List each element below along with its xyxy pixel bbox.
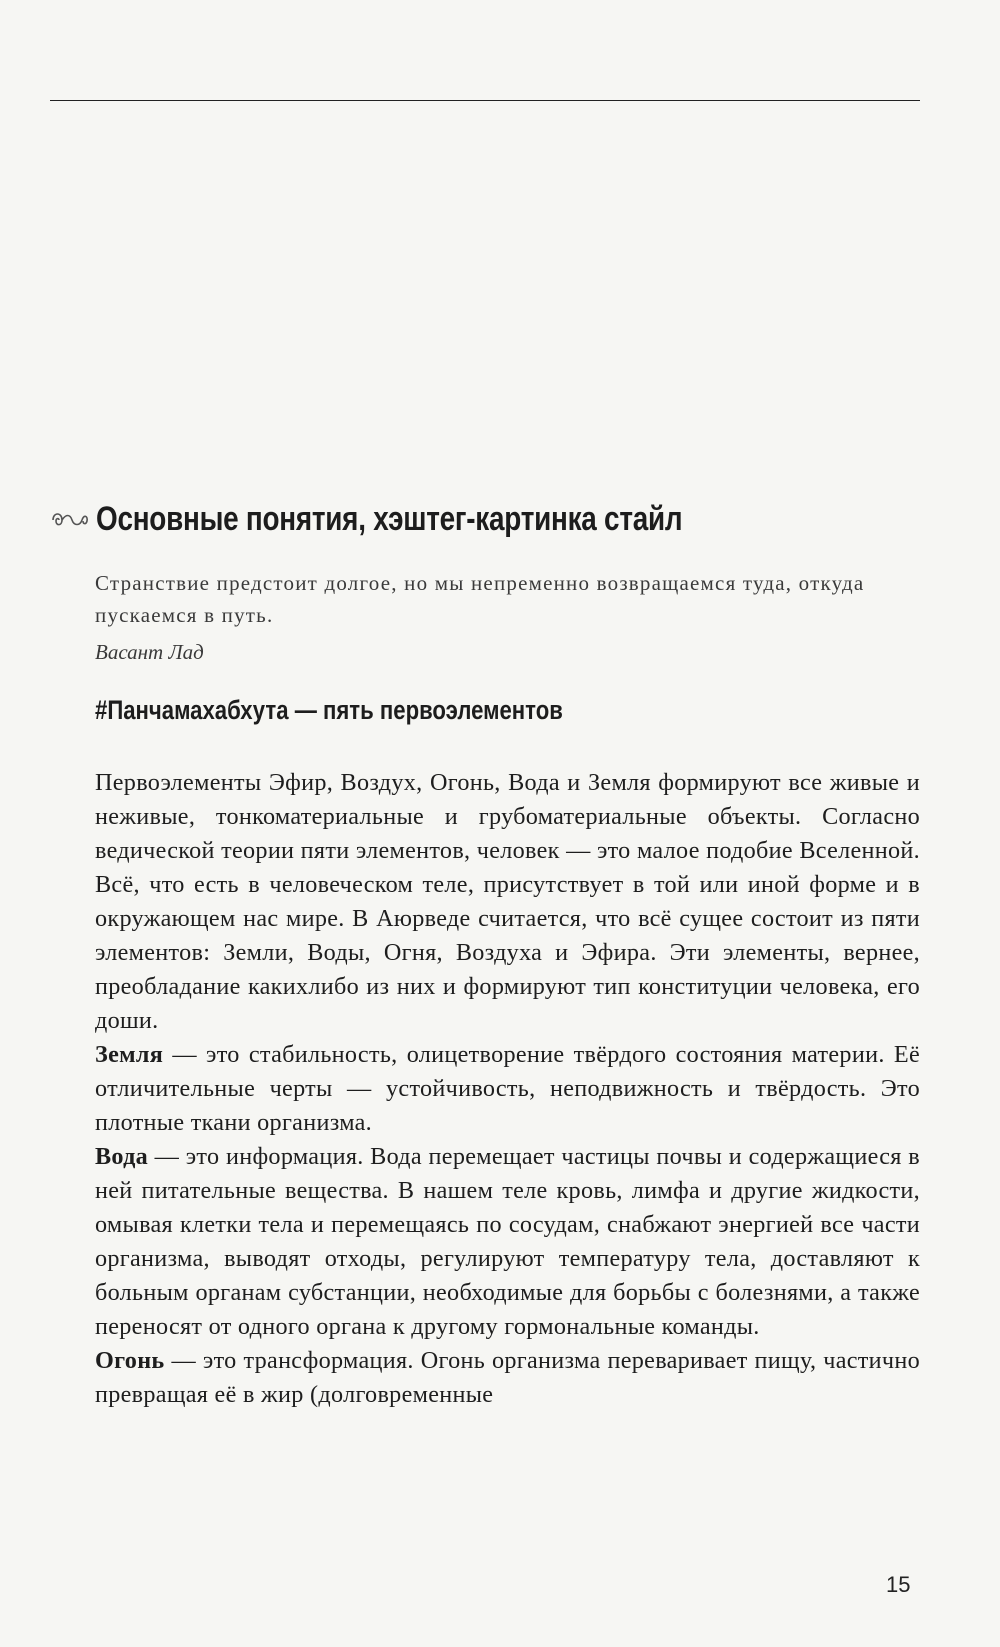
term-earth: Земля <box>95 1041 164 1068</box>
term-water: Вода <box>95 1143 149 1170</box>
paragraph-water-text: — это информация. Вода перемещает частицы почвы и содержащиеся в ней питательные вещества. В нашем теле кровь, лимфа и другие жидкости, омывая клетки тела и перемещаясь по сосудам, снабжают энергией все части организма, выводят отходы, регулируют температуру тела, доставляют к больным органам субстанции, необходимые для борьбы с болезнями, а также переносят от одного органа к другому гормональные команды. <box>95 1143 920 1340</box>
chapter-heading <box>50 500 811 539</box>
section-title: #Панчамахабхута — пять первоэлементов <box>95 695 563 725</box>
paragraph-water <box>95 1140 920 1344</box>
body-text <box>95 766 920 1412</box>
chapter-title: Основные понятия, хэштег-картинка стайл <box>96 500 683 538</box>
page-number: 15 <box>886 1572 911 1597</box>
fleuron-ornament-icon <box>50 508 90 532</box>
term-fire: Огонь <box>95 1347 165 1374</box>
epigraph-text: Странствие предстоит долгое, но мы непременно возвращаемся туда, откуда пускаемся в путь. <box>95 571 865 627</box>
paragraph-earth-text: — это стабильность, олицетворение твёрдого состояния материи. Её отличительные черты — устойчивость, неподвижность и твёрдость. Это плотные ткани организма. <box>95 1041 920 1136</box>
paragraph-fire-text: — это трансформация. Огонь организма переваривает пищу, частично превращая её в жир (долговременные <box>95 1347 920 1408</box>
header-rule <box>50 100 920 101</box>
paragraph-earth <box>95 1038 920 1140</box>
epigraph-author: Васант Лад <box>95 640 204 664</box>
paragraph-fire <box>95 1344 920 1412</box>
paragraph-intro-text: Первоэлементы Эфир, Воздух, Огонь, Вода и Земля формируют все живые и неживые, тонкоматериальные и грубоматериальные объекты. Согласно ведической теории пяти элементов, человек — это малое подобие Вселенной. Всё, что есть в человеческом теле, присутствует в той или иной форме и в окружающем нас мире. В Аюрведе считается, что всё сущее состоит из пяти элементов: Земли, Воды, Огня, Воздуха и Эфира. Эти элементы, вернее, преобладание какихлибо из них и формируют тип конституции человека, его доши. <box>95 769 920 1034</box>
paragraph-intro <box>95 766 920 1038</box>
